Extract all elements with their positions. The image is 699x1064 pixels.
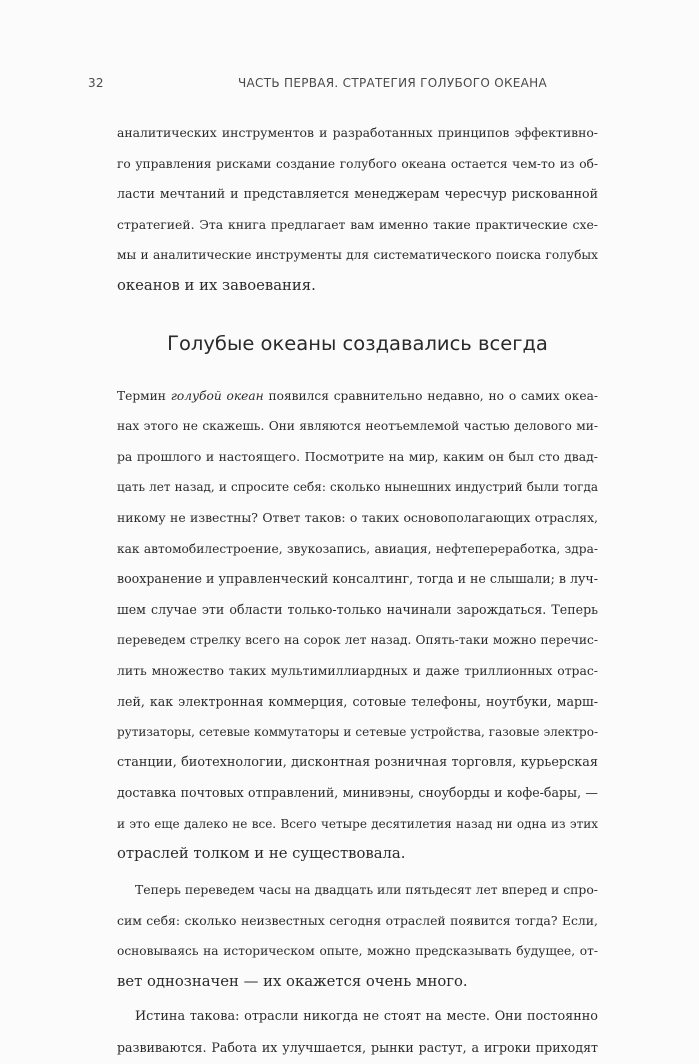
text-line: лить множество таких мультимиллиардных и даже триллионных отрас- — [117, 662, 598, 678]
text-line: отраслей толком и не существовала. — [117, 845, 406, 863]
text-line — [117, 381, 598, 412]
text-line: мы и аналитические инструменты для систематического поиска голубых — [117, 248, 598, 263]
running-head — [88, 76, 607, 90]
text-line: никому не известны? Ответ таков: о таких основополагающих отраслях, — [117, 509, 598, 525]
text-line: цать лет назад, и спросите себя: сколько нынешних индустрий были тогда — [117, 480, 598, 495]
paragraph — [117, 118, 598, 302]
text-line: го управления рисками создание голубого океана остается чем-то из об- — [117, 156, 598, 171]
text-line: основываясь на историческом опыте, можно предсказывать будущее, от- — [117, 944, 598, 959]
text-line: развиваются. Работа их улучшается, рынки растут, а игроки приходят — [117, 1040, 598, 1056]
text-line: станции, биотехнологии, дисконтная розничная торговля, курьерская — [117, 754, 598, 770]
text-line: стратегией. Эта книга предлагает вам именно такие практические схе- — [117, 216, 598, 232]
paragraph — [117, 875, 598, 997]
section-heading: Голубые океаны создавались всегда — [167, 331, 548, 355]
text-line: вет однозначен — их окажется очень много. — [117, 972, 468, 990]
text-line: как автомобилестроение, звукозапись, авиация, нефтепереработка, здра- — [117, 541, 598, 556]
text-line: лей, как электронная коммерция, сотовые телефоны, ноутбуки, марш- — [117, 693, 598, 709]
italic-term: голубой океан — [170, 388, 264, 403]
paragraph — [117, 1002, 598, 1063]
text-line: Истина такова: отрасли никогда не стоят на месте. Они постоянно — [135, 1009, 598, 1025]
text-line: переведем стрелку всего на сорок лет назад. Опять-таки можно перечис- — [117, 633, 598, 648]
text-line: Теперь переведем часы на двадцать или пятьдесят лет вперед и спро- — [135, 882, 598, 898]
text-line: доставка почтовых отправлений, минивэны, сноуборды и кофе-бары, — — [117, 785, 598, 801]
text-line: нах этого не скажешь. Они являются неотъемлемой частью делового ми- — [117, 419, 598, 434]
text-fragment: Термин — [117, 388, 171, 403]
text-line: шем случае эти области только-только начинали зарождаться. Теперь — [117, 601, 598, 617]
page-number: 32 — [88, 76, 104, 90]
text-line: ласти мечтаний и представляется менеджерам чересчур рискованной — [117, 186, 598, 202]
body-text — [117, 118, 598, 1064]
text-line: и это еще далеко не все. Всего четыре десятилетия назад ни одна из этих — [117, 816, 598, 831]
running-title: ЧАСТЬ ПЕРВАЯ. СТРАТЕГИЯ ГОЛУБОГО ОКЕАНА — [238, 76, 547, 90]
text-line: океанов и их завоевания. — [117, 276, 316, 294]
text-line: аналитических инструментов и разработанных принципов эффективно- — [117, 125, 598, 140]
text-line: сим себя: сколько неизвестных сегодня отраслей появится тогда? Если, — [117, 912, 598, 928]
text-fragment: появился сравнительно недавно, но о самих океа- — [263, 388, 598, 403]
paragraph — [117, 381, 598, 871]
text-line: ра прошлого и настоящего. Посмотрите на мир, каким он был сто двад- — [117, 448, 598, 464]
text-line: воохранение и управленческий консалтинг, тогда и не слышали; в луч- — [117, 571, 598, 587]
text-line: рутизаторы, сетевые коммутаторы и сетевые устройства, газовые электро- — [117, 725, 598, 740]
